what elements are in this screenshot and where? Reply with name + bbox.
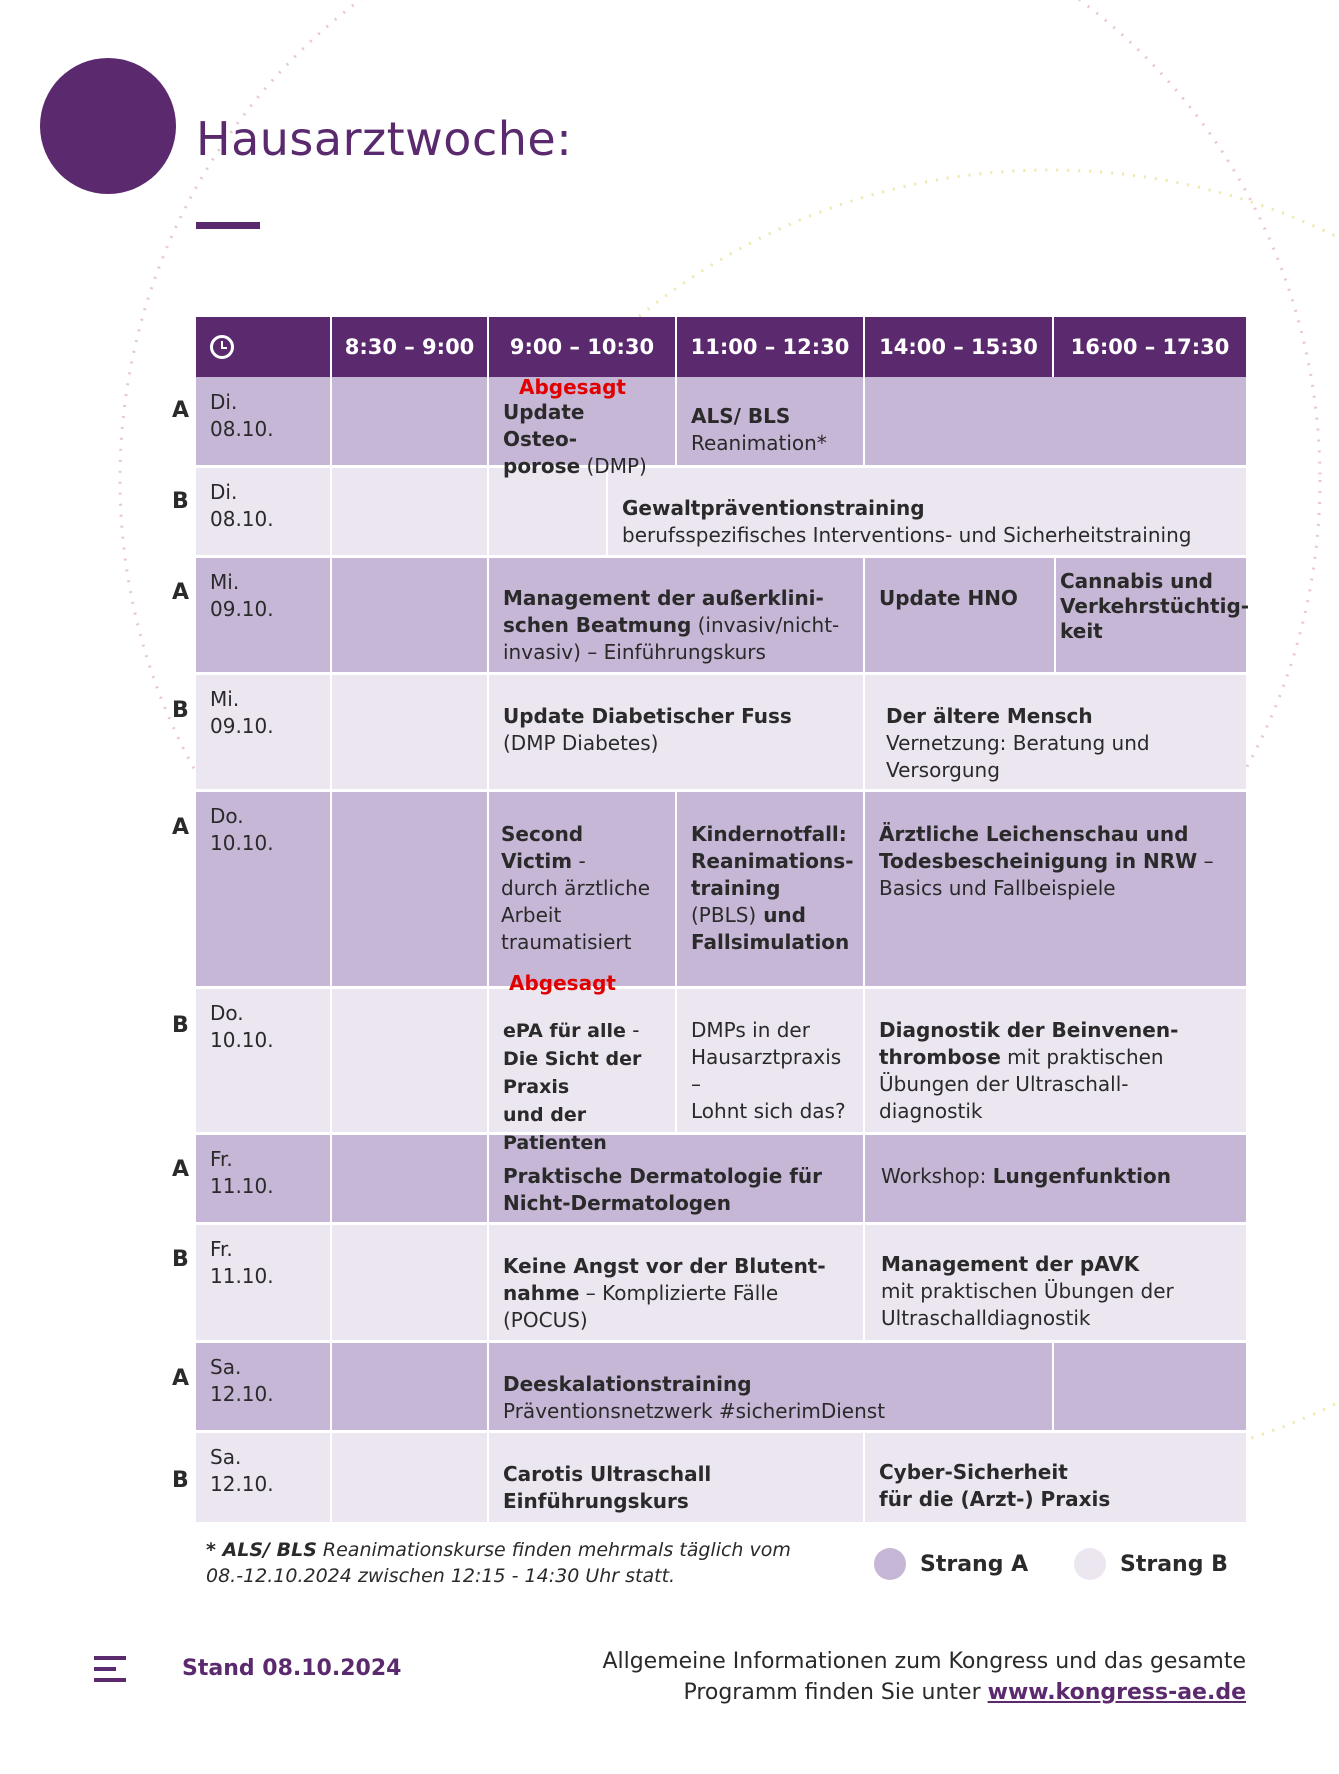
- legend-swatch-a: [874, 1548, 906, 1580]
- session-diabetischer-fuss: Update Diabetischer Fuss (DMP Diabetes): [503, 704, 792, 755]
- header-time-3: 11:00 – 12:30: [677, 317, 863, 377]
- session-lungenfunktion: Workshop: Lungenfunktion: [881, 1164, 1171, 1188]
- date-cell-4: Mi. 09.10.: [210, 687, 274, 738]
- date-cell-7: Fr. 11.10.: [210, 1147, 274, 1198]
- footnote: * ALS/ BLS Reanimationskurse finden mehrmals täglich vom 08.-12.10.2024 zwischen 12:15 - 14:30 Uhr statt.: [206, 1539, 791, 1587]
- session-praktische-dermatologie: Praktische Dermatologie für Nicht-Dermatologen: [503, 1164, 823, 1215]
- session-als-bls: ALS/ BLS Reanimation*: [691, 404, 827, 455]
- session-epa-fuer-alle: ePA für alle - Die Sicht der Praxis und der Patienten: [503, 1018, 642, 1154]
- session-update-hno: Update HNO: [879, 586, 1018, 610]
- strand-label-1: A: [172, 398, 190, 423]
- session-cannabis: Cannabis und Verkehrstüchtig- keit: [1060, 569, 1250, 643]
- header-time-4: 14:00 – 15:30: [865, 317, 1052, 377]
- session-aeltere-mensch: Der ältere Mensch Vernetzung: Beratung und Versorgung: [886, 704, 1150, 782]
- strand-label-2: B: [172, 489, 189, 514]
- header-time-1: 8:30 – 9:00: [332, 317, 487, 377]
- date-cell-10: Sa. 12.10.: [210, 1445, 274, 1496]
- strand-label-10: B: [172, 1468, 189, 1493]
- session-kindernotfall: Kindernotfall: Reanimations- training (PBLS) und Fallsimulation: [691, 822, 854, 954]
- session-second-victim: Second Victim - durch ärztliche Arbeit traumatisiert Abgesagt: [487, 811, 675, 1007]
- date-cell-9: Sa. 12.10.: [210, 1355, 274, 1406]
- title-underline: [196, 222, 260, 229]
- footer-info: Allgemeine Informationen zum Kongress und das gesamte Programm finden Sie unter www.kongress-ae.de: [602, 1649, 1246, 1705]
- decorative-circle: [40, 58, 176, 194]
- session-ausserklinische-beatmung: Management der außerklini- schen Beatmung (invasiv/nicht- invasiv) – Einführungskurs: [503, 586, 840, 664]
- strand-label-6: B: [172, 1013, 189, 1038]
- strand-label-4: B: [172, 698, 189, 723]
- cancelled-label: Abgesagt: [509, 971, 616, 995]
- session-cyber-sicherheit: Cyber-Sicherheit für die (Arzt-) Praxis: [879, 1460, 1111, 1511]
- header-time-2: 9:00 – 10:30: [489, 317, 675, 377]
- session-leichenschau: Ärztliche Leichenschau und Todesbescheinigung in NRW – Basics und Fallbeispiele: [879, 822, 1214, 900]
- cancelled-label: Abgesagt: [519, 375, 626, 399]
- session-blutentnahme: Keine Angst vor der Blutent- nahme – Komplizierte Fälle (POCUS): [503, 1254, 826, 1332]
- date-cell-8: Fr. 11.10.: [210, 1237, 274, 1288]
- legend-swatch-b: [1074, 1548, 1106, 1580]
- session-update-osteoporose: Abgesagt Update Osteo- porose (DMP): [489, 375, 675, 490]
- page-title: Hausarztwoche:: [196, 112, 573, 166]
- session-gewaltpraevention: Gewaltpräventionstraining berufsspezifisches Interventions- und Sicherheitstraining: [622, 496, 1192, 547]
- strand-label-8: B: [172, 1247, 189, 1272]
- kongress-link[interactable]: www.kongress-ae.de: [987, 1680, 1246, 1705]
- legend-strang-a: Strang A: [874, 1548, 1028, 1580]
- strand-label-7: A: [172, 1157, 190, 1182]
- stand-date: Stand 08.10.2024: [182, 1656, 402, 1681]
- strand-label-3: A: [172, 580, 190, 605]
- clock-icon: [210, 335, 234, 359]
- menu-icon[interactable]: [94, 1656, 126, 1689]
- date-cell-6: Do. 10.10.: [210, 1001, 274, 1052]
- session-deeskalationstraining: Deeskalationstraining Präventionsnetzwerk #sicherimDienst: [503, 1372, 886, 1423]
- session-management-pavk: Management der pAVK mit praktischen Übungen der Ultraschalldiagnostik: [881, 1252, 1174, 1330]
- date-cell-2: Di. 08.10.: [210, 480, 274, 531]
- legend-strang-b: Strang B: [1074, 1548, 1228, 1580]
- header-time-5: 16:00 – 17:30: [1054, 317, 1246, 377]
- date-cell-5: Do. 10.10.: [210, 804, 274, 855]
- session-beinvenenthrombose: Diagnostik der Beinvenen- thrombose mit praktischen Übungen der Ultraschall- diagnostik: [879, 1018, 1179, 1123]
- strand-label-9: A: [172, 1366, 190, 1391]
- session-dmps-hausarztpraxis: DMPs in der Hausarztpraxis – Lohnt sich das?: [691, 1018, 846, 1123]
- schedule-table: [196, 317, 1250, 1527]
- header-clock-cell: [196, 317, 330, 377]
- date-cell-1: Di. 08.10.: [210, 390, 274, 441]
- date-cell-3: Mi. 09.10.: [210, 570, 274, 621]
- session-carotis-ultraschall: Carotis Ultraschall Einführungskurs: [503, 1462, 712, 1513]
- strand-label-5: A: [172, 815, 190, 840]
